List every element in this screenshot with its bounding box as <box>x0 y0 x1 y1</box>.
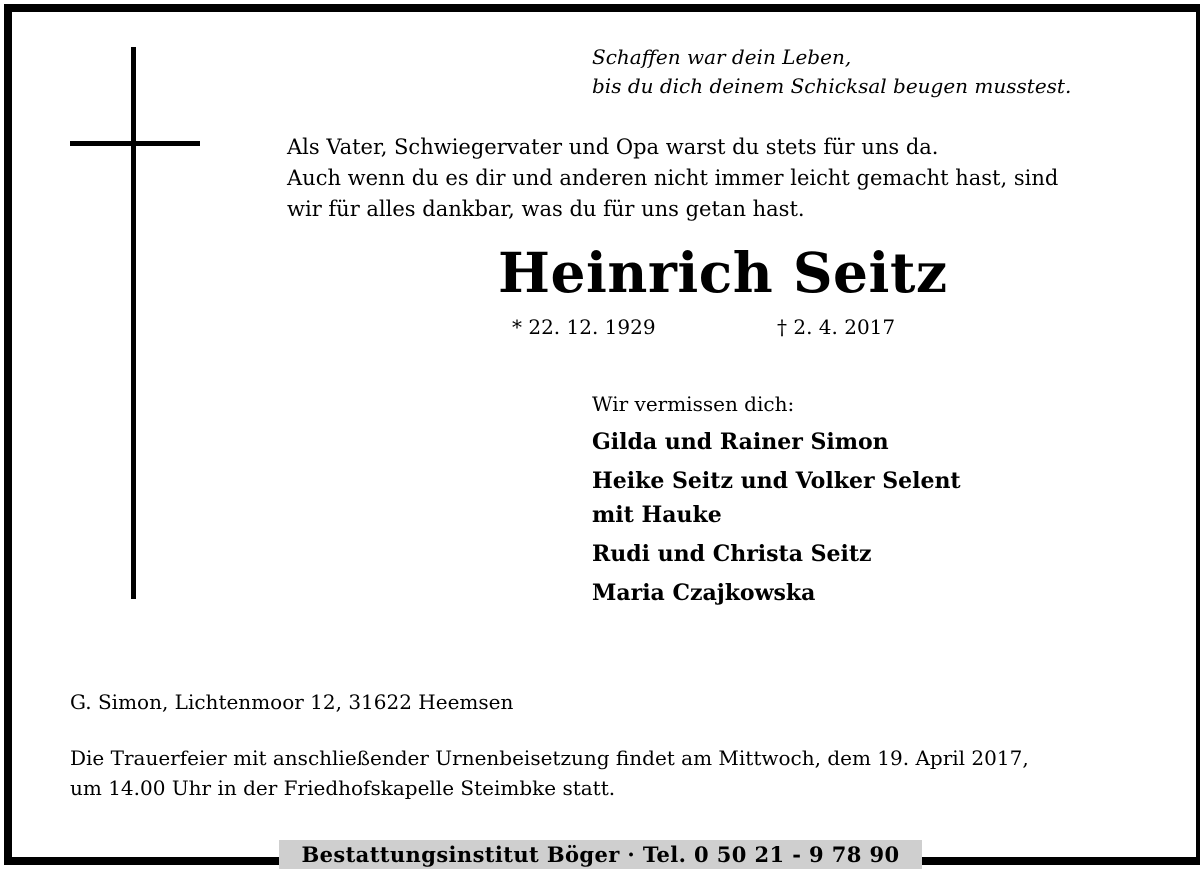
mourners-intro: Wir vermissen dich: <box>592 392 795 416</box>
memorial-verse <box>592 43 1071 101</box>
cross-vertical-beam <box>131 47 136 599</box>
mourner-name: Heike Seitz und Volker Selent <box>592 468 961 494</box>
mourner-entry <box>592 425 961 459</box>
mourner-name: Rudi und Christa Seitz <box>592 541 872 567</box>
mourner-entry <box>592 464 961 532</box>
verse-line-2: bis du dich deinem Schicksal beugen musstest. <box>592 74 1072 98</box>
funeral-home-banner: Bestattungsinstitut Böger · Tel. 0 50 21 - 9 78 90 <box>279 840 922 869</box>
ceremony-line-2: um 14.00 Uhr in der Friedhofskapelle Steimbke statt. <box>70 776 616 800</box>
deceased-name: Heinrich Seitz <box>498 240 948 305</box>
tribute-line-1: Als Vater, Schwiegervater und Opa warst du stets für uns da. <box>287 135 939 159</box>
tribute-line-2: Auch wenn du es dir und anderen nicht immer leicht gemacht hast, sind <box>287 166 1059 190</box>
death-date: † 2. 4. 2017 <box>777 315 896 339</box>
contact-address: G. Simon, Lichtenmoor 12, 31622 Heemsen <box>70 690 514 714</box>
ceremony-notice <box>70 743 1029 803</box>
birth-date: * 22. 12. 1929 <box>512 315 656 339</box>
verse-line-1: Schaffen war dein Leben, <box>592 45 852 69</box>
tribute-line-3: wir für alles dankbar, was du für uns getan hast. <box>287 197 805 221</box>
ceremony-line-1: Die Trauerfeier mit anschließender Urnenbeisetzung findet am Mittwoch, dem 19. April 2017, <box>70 746 1029 770</box>
tribute-text <box>287 132 1058 225</box>
mourner-name: Gilda und Rainer Simon <box>592 429 889 455</box>
mourner-entry <box>592 576 961 610</box>
mourners-list <box>592 425 961 615</box>
mourner-name-continued: mit Hauke <box>592 502 722 528</box>
cross-horizontal-beam <box>70 141 200 146</box>
mourner-name: Maria Czajkowska <box>592 580 816 606</box>
mourner-entry <box>592 537 961 571</box>
